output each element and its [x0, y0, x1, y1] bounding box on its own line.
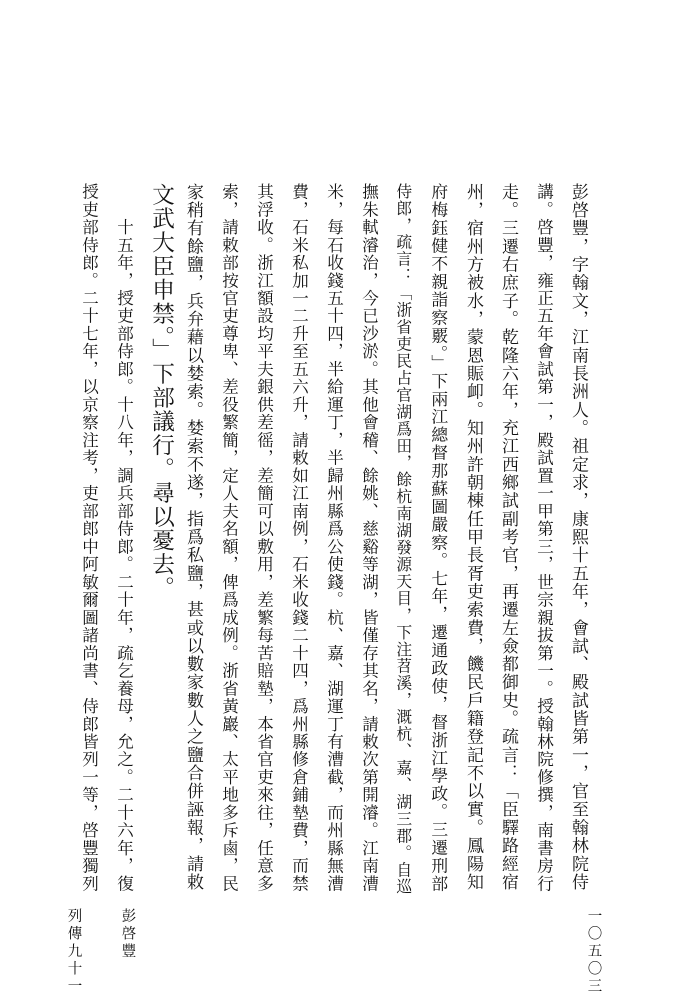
text-column: 文武大臣申禁。」下部議行。尋以憂去。 — [148, 183, 175, 601]
text-column: 其浮收。浙江額設均平夫銀供差徭，差簡可以敷用，差繁每苦賠墊，本省官吏來往，任意多 — [254, 183, 274, 893]
running-header-subject: 彭啓豐 — [119, 908, 136, 961]
text-column: 授吏部侍郎。二十七年，以京察注考，吏部郎中阿敏爾圖諸尚書、侍郎皆列一等，啓豐獨列 — [79, 183, 99, 893]
text-column: 十五年，授吏部侍郎。十八年，調兵部侍郎。二十年，疏乞養母，允之。二十六年，復 — [114, 183, 134, 893]
text-column: 索，請敕部按官吏尊卑、差役繁簡，定人夫名額，俾爲成例。浙省黃巖、太平地多斥鹵，民 — [219, 183, 239, 893]
text-column: 州，宿州方被水，蒙恩賑卹。知州許朝棟任甲長胥吏索費，饑民戶籍登記不以實。鳳陽知 — [463, 183, 484, 892]
text-column: 侍郎，疏言：「浙省吏民占官湖爲田，餘杭南湖發源天目，下注苕溪，溉杭、嘉、湖三郡。自巡 — [393, 183, 413, 896]
text-column: 撫朱軾濬治，今已沙淤。其他會稽、餘姚、慈谿等湖，皆僅存其名，請敕次第開濬。江南漕 — [359, 183, 379, 893]
text-column: 彭啓豐，字翰文，江南長洲人。祖定求，康熙十五年，會試、殿試皆第一，官至翰林院侍 — [568, 183, 589, 892]
text-column: 府梅鈺健不親詣察覈。」下兩江總督那蘇圖嚴察。七年，遷通政使，督浙江學政。三遷刑部 — [428, 183, 449, 893]
page-number: 一〇五〇三 — [585, 908, 602, 996]
text-column: 講。啓豐，雍正五年會試第一，殿試置一甲第三，世宗親拔第一。授翰林院修撰，南書房行 — [534, 183, 554, 893]
text-column: 費，石米私加一二升至五六升，請敕如江南例，石米收錢二十四，爲州縣修倉鋪墊費，而禁 — [289, 183, 309, 893]
running-header-volume: 列傳九十一 — [65, 908, 82, 996]
text-column: 家稍有餘鹽，兵弁藉以婪索。婪索不遂，指爲私鹽，甚或以數家數人之鹽合併誣報，請敕 — [183, 183, 204, 892]
text-column: 走。三遷右庶子。乾隆六年，充江西鄉試副考官，再遷左僉都御史。疏言：「臣驛路經宿 — [498, 183, 519, 892]
text-column: 米，每石收錢五十四，半給運丁，半歸州縣爲公使錢。杭、嘉、湖運丁有漕截，而州縣無漕 — [324, 183, 344, 893]
